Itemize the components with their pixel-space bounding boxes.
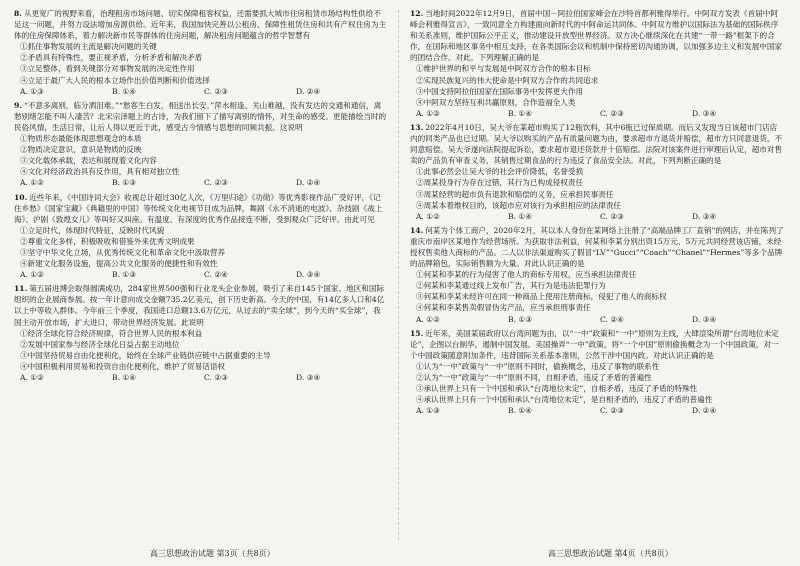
- statement-option: ④承认世界上只有一个中国和承认“台湾地位未定”，是自相矛盾的，违反了矛盾的普遍性: [416, 395, 713, 405]
- answer-choice: C. ②③: [204, 373, 228, 382]
- answer-choice: A. ①③: [416, 406, 440, 416]
- answer-choices: [20, 372, 388, 383]
- statement-option: ②尊重文化多样，积极吸收和借鉴外来优秀文明成果: [20, 236, 195, 246]
- statement-option: ③坚守中华文化立场，从优秀传统文化和革命文化中汲取营养: [20, 247, 226, 257]
- statement-option: ②何某和李某通过线上发布广告，其行为是违法犯罪行为: [416, 281, 606, 291]
- answer-choice: D. ③④: [296, 373, 321, 382]
- answer-choice: D. ③④: [692, 314, 717, 324]
- statement-option: ③周某经营的超市负有退款和赔偿的义务，应承担民事责任: [416, 189, 614, 199]
- question-number: 14.: [410, 225, 424, 235]
- answer-choice: B. ①④: [508, 406, 533, 416]
- question-text: 当地时间2022年12月9日，首届中国－阿拉伯国家峰会在沙特首都利雅得举行。中阿双方发表《首届中阿峰会利雅得宣言》，一致同意全力构建面向新时代的中阿命运共同体。中阿双方维护以国际法为基础的国际秩序和关系准则，维护国际公平正义，推动建设开放型世界经济。双方决心继续深化在共建“一带一路”框架下的合作，在国际和地区事务中相互支持，在各类国际会议和机制中保持密切沟通协调，以加强多边主义和发展中国家的团结合作。对此，下列理解正确的是: [410, 9, 783, 63]
- answer-choice: B. ①③: [112, 178, 137, 188]
- answer-choice: B. ①④: [508, 211, 533, 221]
- statement-option: ③立足整体，看到关键部分对事物发展的决定性作用: [20, 64, 195, 74]
- answer-choices: [20, 86, 388, 97]
- answer-choice: A. ①②: [20, 270, 44, 280]
- answer-choice: A. ①②: [20, 178, 44, 188]
- answer-choices: [20, 177, 388, 188]
- statement-option: ①立足时代，体现时代特征，反映时代风貌: [20, 225, 165, 235]
- question-block: [14, 283, 388, 383]
- question-stem: [14, 283, 388, 327]
- statement-option: ②发展中国家参与经济全球化日益占据主动地位: [20, 339, 180, 349]
- answer-choice: C. ②④: [600, 314, 624, 324]
- question-text: 从更宽广的视野来看，治理租房市场问题、切实保障租客权益，还需要抓大城市住房租赁市场结构性供给不足这一问题，并努力设法增加房源供给。近年来，我国加快完善以公租房、保障性租赁住房和共有产权住房为主体的住房保障体系，着力解决新市民等群体的住房问题，解决租房问题蕴含的哲学智慧有: [14, 9, 387, 41]
- question-number: 13.: [410, 122, 424, 132]
- statement-option: ①经济全球化符合经济规律，符合世界人民的根本利益: [20, 328, 203, 338]
- statement-option: ②周某投身行为存在过错，其行为已构成侵权责任: [416, 178, 584, 188]
- answer-choice: D. ②④: [692, 406, 717, 416]
- question-number: 10.: [14, 192, 28, 202]
- question-text: 2022年4月10日，吴大爷在某超市购买了12瓶饮料，其中6瓶已过保质期。而后又发现当日该超市门店店内的同类产品也已过期。吴大爷以购买的产品有质量问题为由，要求超市方退货并赔偿，超市方只同意退货，不同意赔偿。吴大爷遂向法院提起诉讼，要求超市退还货款并十倍赔偿。法院对该案件进行审理后认定，超市对售卖的产品负有审查义务，其销售过期食品的行为违反了食品安全法。对此，下列判断正确的是: [410, 122, 783, 166]
- statement-option: ①维护世界的和平与发展是中阿双方合作的根本目标: [416, 64, 591, 74]
- answer-choice: D. ②④: [296, 178, 321, 188]
- answer-choice: D. ③④: [692, 108, 717, 118]
- right-column: [410, 8, 784, 542]
- question-stem: [410, 8, 784, 63]
- answer-choice: C. ②③: [600, 406, 624, 416]
- statement-option: ④中国积极利用贸易和投资自由化便利化，维护了贸易话语权: [20, 361, 226, 371]
- answer-choice: C. ②④: [204, 270, 228, 280]
- answer-choice: B. ①③: [508, 314, 533, 324]
- question-block: [410, 122, 784, 222]
- question-stem: [14, 8, 388, 41]
- question-block: [410, 328, 784, 417]
- question-block: [14, 100, 388, 189]
- column-divider: [398, 10, 399, 540]
- answer-choice: C. ②③: [204, 86, 228, 96]
- answer-choice: D. ③④: [692, 211, 717, 221]
- question-stem: [410, 328, 784, 361]
- answer-choice: C. ②③: [600, 211, 624, 221]
- statement-option: ④周某本着维权目的，该超市应对该行为承担相应的法律责任: [416, 200, 622, 210]
- statement-option: ②矛盾具有特殊性，要正视矛盾，分析矛盾和解决矛盾: [20, 53, 203, 63]
- statement-option: ④何某和李某售卖假冒伪劣产品，应当承担刑事责任: [416, 303, 591, 313]
- statement-option: ②认为“一中”政策与“一中”原则不同，自相矛盾，违反了矛盾的普遍性: [416, 373, 652, 382]
- statement-option: ①抓住事物发展的主流是解决问题的关键: [20, 42, 157, 52]
- question-block: [14, 192, 388, 281]
- answer-choice: B. ①④: [112, 86, 137, 96]
- answer-choice: B. ①④: [112, 373, 137, 382]
- statement-option: ②实现民族复兴的伟大使命是中阿双方合作的共同追求: [416, 75, 599, 85]
- statement-option: ③中国坚持贸易自由化便利化，始终在全球产业链供应链中占据重要的主导: [20, 350, 271, 360]
- statement-option: ①物质形态最能体现思想观念的本质: [20, 134, 142, 144]
- question-number: 15.: [410, 328, 424, 338]
- question-block: [410, 8, 784, 119]
- answer-choice: A. ①②: [416, 211, 440, 221]
- question-stem: [410, 122, 784, 166]
- answer-choices: [416, 108, 784, 119]
- question-number: 9.: [14, 100, 22, 110]
- answer-choices: [416, 211, 784, 222]
- answer-choices: [416, 314, 784, 325]
- question-number: 12.: [410, 9, 424, 18]
- page-footer-right: 高三思想政治试题 第4页（共8页）: [548, 549, 673, 558]
- question-number: 11.: [14, 284, 28, 294]
- question-number: 8.: [14, 9, 22, 18]
- question-stem: [410, 225, 784, 269]
- question-text: 近些年来，《中国诗词大会》收视总计超过30亿人次，《万里归途》《功勋》等优秀影视作品广受好评，《记住乡愁》《国家宝藏》《典籍里的中国》等传统文化电视节目成为品牌，舞剧《永不消逝的电波》、杂技剧《战上海》、沪剧《敦煌女儿》等叫好又叫座。有温度、有深度的优秀作品接连不断，受到观众广泛好评。由此可见: [14, 192, 383, 224]
- statement-option: ③文化载体承载，表达和展现着文化内容: [20, 156, 157, 166]
- question-text: 何某为个体工商户，2020年2月，其以本人身份在某网络上注册了“高端品牌工厂直销”的网店，并在陈列了重庆市南岸区某地作为经营场所。为获取非法利益，何某和李某分别出资15万元、5万元共同经营该店铺，未经授权售卖他人商标的产品。二人以非法渠道购买了假冒“LV”“Gucci”“Coach”“Chanel”“Hermes”等多个品牌的品牌箱包，实际销售额为大量。对此认识正确的是: [410, 225, 784, 269]
- statement-option: ①何某和李某的行为侵害了他人的商标专用权，应当承担法律责任: [416, 270, 637, 280]
- left-column: [14, 8, 388, 542]
- answer-choice: D. ②④: [296, 86, 321, 96]
- answer-choice: B. ①④: [508, 108, 533, 118]
- statement-option: ①认为“一中”政策与“一中”原则不同时，偷换概念，违反了事物的联系性: [416, 361, 660, 371]
- question-block: [410, 225, 784, 325]
- question-text: “不意多离别，临分洒泪难。”“愁客生白发，相送出长安。”萍水相逢、关山难越，没有发达的交通和通信，离愁别绪怎能不叫人凄苦？北宋宗泽题上的古诗，为我们留下了描写离别的情怀，对生命的感受。更能描绘当时的民俗风情，生活日常，让后人得以更近于此，感受古今情感与思想的同频共振。这说明: [14, 100, 387, 132]
- answer-choices: [416, 405, 784, 416]
- question-text: 第五届进博会取得圆满成功，284家世界500强和行业龙头企业参展，吸引了来自145个国家、地区和国际组织的企业展商参展。按一年计意向成交金额735.2亿美元，创下历史新高。今天的中国，有14亿多人口和4亿以上中等收入群体。今年前三个季度，我国进口总额13.6万亿元，从过去的“卖全球”，到今天的“买全球”，我国主动开放市场，扩大进口，带动世界经济发展。此说明: [14, 284, 385, 327]
- question-stem: [14, 100, 388, 133]
- statement-option: ④新建文化服务设施，提高公共文化服务的便捷性和有效性: [20, 259, 218, 269]
- answer-choice: A. ①③: [20, 86, 44, 96]
- answer-choice: C. ②③: [600, 108, 624, 118]
- question-text: 近年来，美国某届政府以台湾问题为由，以“一中”政策和“一中”原则为主线，大肆渲染所谓“台湾地位未定论”，企图以台制华，遏制中国发展。美国操弄“一中”政策，将“一个中国”原则偷换概念为一个中国政策，对一个中国政策随意附加条件，违背国际关系基本准则，公然干涉中国内政。对此认识正确的是: [410, 328, 779, 360]
- answer-choice: B. ①③: [112, 270, 137, 280]
- statement-option: ③何某和李某未经许可在同一种商品上使用注册商标，侵犯了他人的商标权: [416, 292, 667, 302]
- statement-option: ②物质决定意识，意识是物质的反映: [20, 145, 142, 155]
- page-footer-left: 高三思想政治试题 第3页（共8页）: [150, 549, 275, 558]
- statement-option: ③承认世界上只有一个中国和承认“台湾地位未定”，自相矛盾，违反了矛盾的特殊性: [416, 384, 698, 394]
- answer-choice: D. ③④: [296, 270, 321, 280]
- statement-option: ③中国支持阿拉伯国家在国际事务中发挥更大作用: [416, 86, 584, 96]
- answer-choice: A. ①②: [416, 108, 440, 118]
- statement-option: ④文化对经济政治具有反作用，具有相对独立性: [20, 167, 180, 177]
- question-block: [14, 8, 388, 97]
- statement-option: ④中阿双方坚持互利共赢原则，合作造福全人类: [416, 97, 576, 107]
- answer-choice: A. ①②: [416, 314, 440, 324]
- answer-choice: C. ②③: [204, 178, 228, 188]
- question-stem: [14, 192, 388, 225]
- answer-choices: [20, 269, 388, 280]
- answer-choice: A. ①②: [20, 373, 44, 382]
- statement-option: ④立足于最广大人民的根本立场作出价值判断和价值选择: [20, 75, 210, 85]
- statement-option: ①此事必然会让吴大爷的社会评价降低，名誉受损: [416, 167, 584, 177]
